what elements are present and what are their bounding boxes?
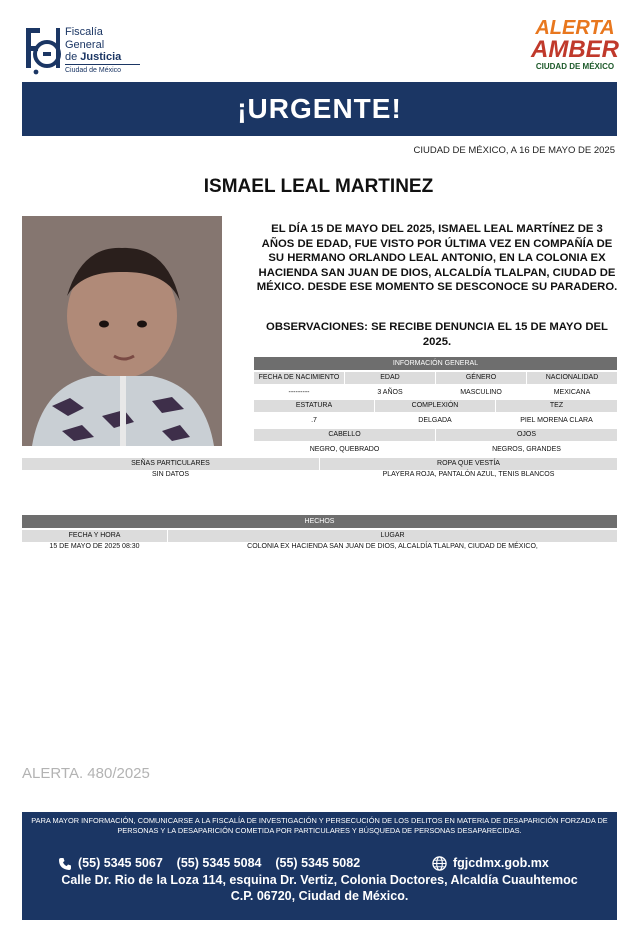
- gender-value: MASCULINO: [460, 389, 502, 396]
- urgent-banner: ¡URGENTE!: [22, 82, 617, 136]
- marks-header: SEÑAS PARTICULARES: [22, 458, 319, 470]
- footer-address-line2: C.P. 06720, Ciudad de México.: [230, 889, 409, 903]
- footer-address: [22, 872, 617, 904]
- age-header: EDAD: [345, 372, 435, 384]
- fgj-logo-icon: [22, 24, 62, 76]
- birth-header: FECHA DE NACIMIENTO: [254, 372, 344, 384]
- fgj-logo: [22, 22, 152, 78]
- build-value: DELGADA: [418, 417, 452, 424]
- place-header: LUGAR: [168, 530, 617, 542]
- nationality-header: NACIONALIDAD: [527, 372, 617, 384]
- amber-line1: ALERTA: [535, 17, 615, 39]
- footer-address-line1: Calle Dr. Rio de la Loza 114, esquina Dr. Vertiz, Colonia Doctores, Alcaldía Cuauhtemoc: [61, 873, 578, 887]
- clothes-header: ROPA QUE VESTÍA: [320, 458, 617, 470]
- skin-value: PIEL MORENA CLARA: [520, 417, 593, 424]
- footer-info: PARA MAYOR INFORMACIÓN, COMUNICARSE A LA FISCALÍA DE INVESTIGACIÓN Y PERSECUCIÓN DE LOS DELITOS EN MATERIA DE DESAPARICIÓN FORZADA DE PERSONAS Y LA DESAPARICIÓN COMETIDA POR PARTICULARES Y BÚSQUEDA DE PERSONAS DESAPARECIDAS.: [31, 816, 608, 835]
- fgj-line2: General: [65, 38, 105, 51]
- height-header: ESTATURA: [254, 400, 374, 412]
- footer-website[interactable]: fgjcdmx.gob.mx: [453, 856, 549, 870]
- info-table-title: INFORMACIÓN GENERAL: [254, 357, 617, 370]
- fgj-separator: [65, 64, 140, 65]
- footer-phone-numbers: (55) 5345 5067 (55) 5345 5084 (55) 5345 5082: [78, 856, 361, 870]
- eyes-value: NEGROS, GRANDES: [492, 446, 561, 453]
- nationality-value: MEXICANA: [553, 389, 591, 396]
- alert-number: ALERTA. 480/2025: [22, 765, 150, 782]
- footer-phones: [58, 856, 360, 871]
- footer-web: [432, 856, 549, 871]
- case-description: EL DÍA 15 DE MAYO DEL 2025, ISMAEL LEAL MARTÍNEZ DE 3 AÑOS DE EDAD, FUE VISTO POR ÚLTIMA VEZ EN COMPAÑÍA DE SU HERMANO ORLANDO LEAL ANTONIO, EN LA COLONIA EX HACIENDA SAN JUAN DE DIOS, ALCALDÍA TLALPAN, CIUDAD DE MÉXICO. DESDE ESE MOMENTO SE DESCONOCE SU PARADERO.: [256, 223, 618, 294]
- case-observations: OBSERVACIONES: SE RECIBE DENUNCIA EL 15 DE MAYO DEL 2025.: [266, 321, 608, 348]
- amber-line2: AMBER: [531, 36, 619, 63]
- contact-footer: [22, 812, 617, 920]
- fgj-line3-prefix: de: [65, 51, 81, 63]
- place-value: COLONIA EX HACIENDA SAN JUAN DE DIOS, ALCALDÍA TLALPAN, CIUDAD DE MÉXICO,: [247, 543, 538, 550]
- fgj-line1: Fiscalía: [65, 26, 103, 38]
- amber-line3: CIUDAD DE MÉXICO: [535, 62, 615, 71]
- hair-header: CABELLO: [254, 429, 435, 441]
- facts-table-title: HECHOS: [22, 515, 617, 528]
- skin-header: TEZ: [496, 400, 617, 412]
- marks-value: SIN DATOS: [151, 471, 190, 478]
- phone-icon: [58, 857, 72, 871]
- issue-date: CIUDAD DE MÉXICO, A 16 DE MAYO DE 2025: [413, 145, 615, 156]
- datetime-header: FECHA Y HORA: [22, 530, 167, 542]
- birth-value: ---------: [288, 389, 310, 396]
- eyes-header: OJOS: [436, 429, 617, 441]
- fgj-city: Ciudad de México: [65, 67, 122, 74]
- gender-header: GÉNERO: [436, 372, 526, 384]
- missing-person-photo: [22, 216, 222, 446]
- globe-icon: [432, 856, 447, 871]
- clothes-value: PLAYERA ROJA, PANTALÓN AZUL, TENIS BLANCOS: [382, 471, 555, 478]
- height-value: .7: [311, 417, 317, 424]
- age-value: 3 AÑOS: [377, 389, 403, 396]
- fgj-line3: [65, 51, 121, 64]
- hair-value: NEGRO, QUEBRADO: [309, 446, 380, 453]
- build-header: COMPLEXIÓN: [375, 400, 495, 412]
- missing-person-name: ISMAEL LEAL MARTINEZ: [203, 176, 434, 197]
- fgj-logo-text: [65, 26, 121, 64]
- fgj-line3-bold: Justicia: [80, 51, 122, 63]
- datetime-value: 15 DE MAYO DE 2025 08:30: [49, 543, 140, 550]
- amber-alert-logo: [530, 18, 620, 80]
